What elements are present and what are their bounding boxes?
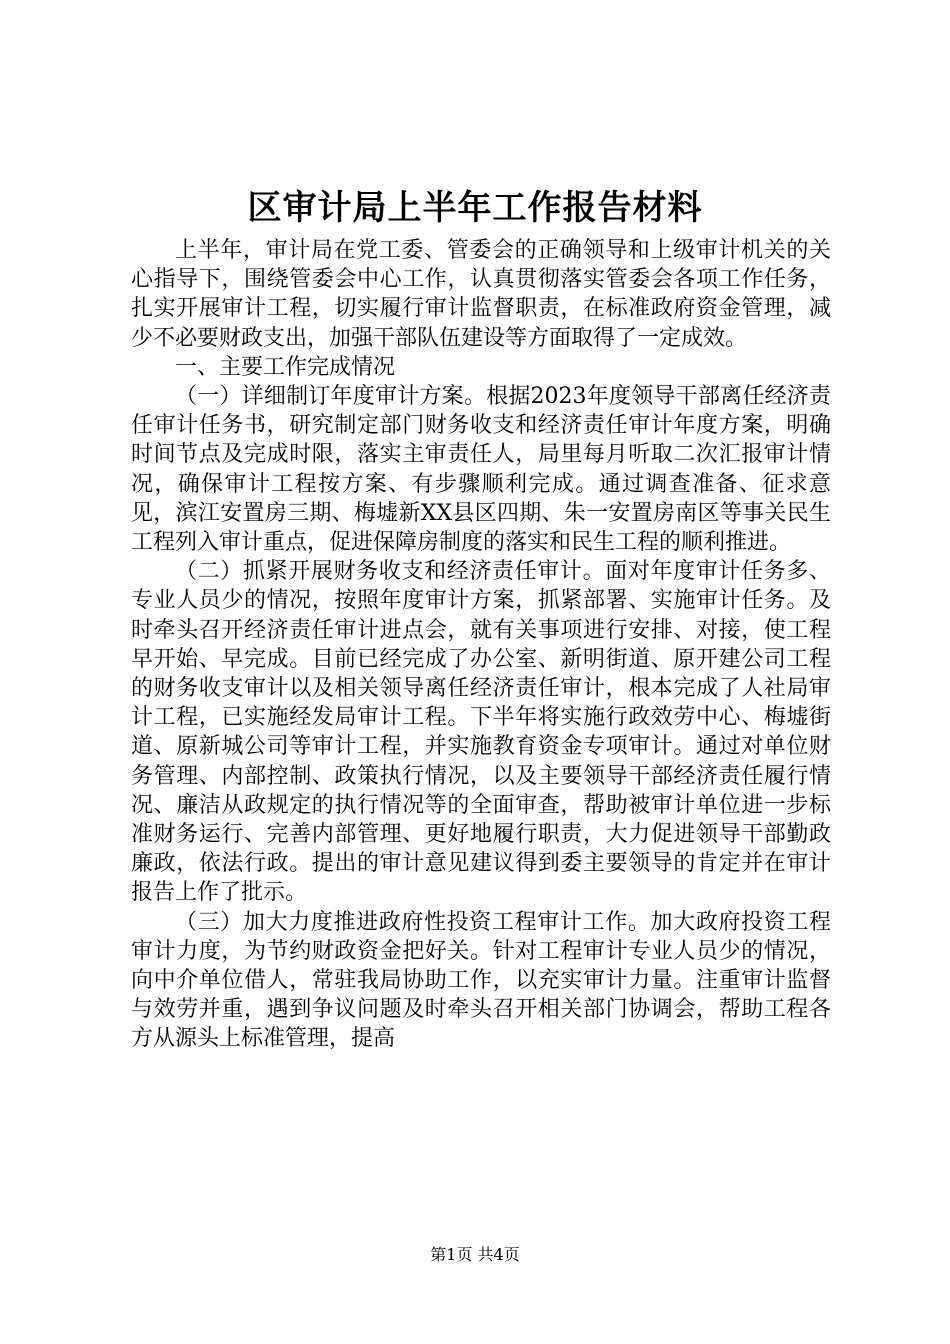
item-paragraph-1: （一）详细制订年度审计方案。根据2023年度领导干部离任经济责任审计任务书，研究制定部门财务收支和经济责任审计年度方案，明确时间节点及完成时限，落实主审责任人，局里每月听取二次汇报审计情况，确保审计工程按方案、有步骤顺利完成。通过调查准备、征求意见，滨江安置房三期、梅墟新XX县区四期、朱一安置房南区等事关民生工程列入审计重点，促进保障房制度的落实和民生工程的顺利推进。 bbox=[131, 384, 831, 556]
section-heading: 一、主要工作完成情况 bbox=[175, 354, 396, 380]
intro-paragraph: 上半年，审计局在党工委、管委会的正确领导和上级审计机关的关心指导下，围绕管委会中心工作，认真贯彻落实管委会各项工作任务，扎实开展审计工程，切实履行审计监督职责，在标准政府资金管理，减少不必要财政支出，加强干部队伍建设等方面取得了一定成效。 bbox=[131, 238, 831, 351]
document-title: 区审计局上半年工作报告材料 bbox=[247, 188, 703, 228]
item-paragraph-3: （三）加大力度推进政府性投资工程审计工作。加大政府投资工程审计力度，为节约财政资金把好关。针对工程审计专业人员少的情况，向中介单位借人，常驻我局协助工作，以充实审计力量。注重审计监督与效劳并重，遇到争议问题及时牵头召开相关部门协调会，帮助工程各方从源头上标准管理，提高 bbox=[131, 909, 831, 1052]
page-footer: 第1页 共4页 bbox=[430, 1245, 520, 1264]
item-paragraph-2: （二）抓紧开展财务收支和经济责任审计。面对年度审计任务多、专业人员少的情况，按照年度审计方案，抓紧部署、实施审计任务。及时牵头召开经济责任审计进点会，就有关事项进行安排、对接，使工程早开始、早完成。目前已经完成了办公室、新明街道、原开建公司工程的财务收支审计以及相关领导离任经济责任审计，根本完成了人社局审计工程，已实施经发局审计工程。下半年将实施行政效劳中心、梅墟街道、原新城公司等审计工程，并实施教育资金专项审计。通过对单位财务管理、内部控制、政策执行情况，以及主要领导干部经济责任履行情况、廉洁从政规定的执行情况等的全面审查，帮助被审计单位进一步标准财务运行、完善内部管理、更好地履行职责，大力促进领导干部勤政廉政，依法行政。提出的审计意见建议得到委主要领导的肯定并在审计报告上作了批示。 bbox=[131, 559, 831, 906]
document-body bbox=[131, 236, 831, 1054]
